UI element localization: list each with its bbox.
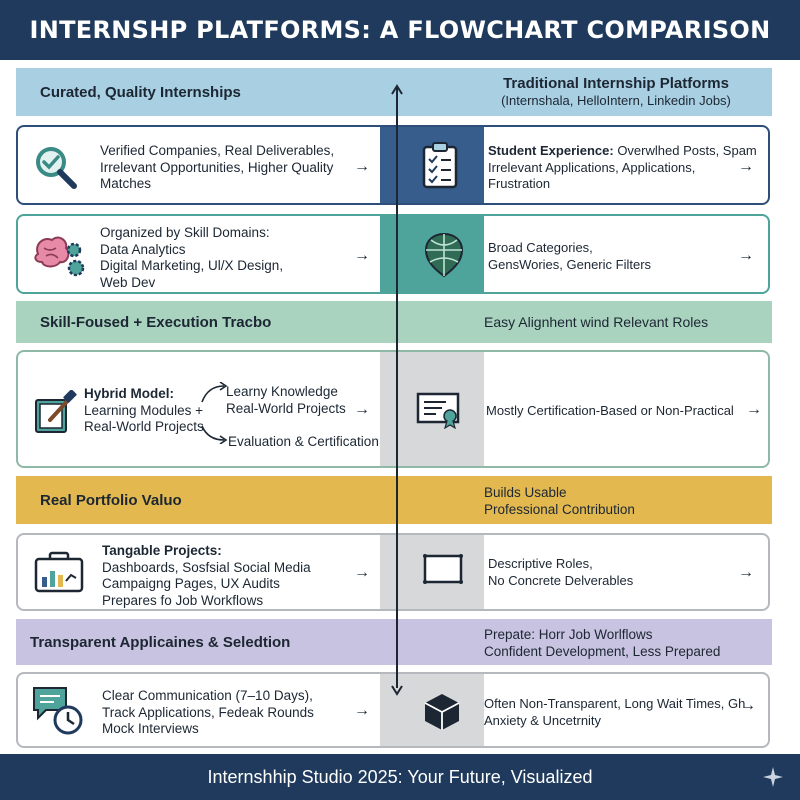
text-line: Real-World Projects <box>84 419 204 434</box>
text-line: Campaigng Pages, UX Audits <box>102 576 280 591</box>
text-line: Organized by Skill Domains: <box>100 225 270 240</box>
brain-gears-icon <box>30 232 88 280</box>
center-connector-line <box>396 88 398 688</box>
arrow-icon: → <box>746 401 762 418</box>
card-broad-categories-text <box>488 240 651 273</box>
sparkle-icon <box>762 766 784 788</box>
band-portfolio-label: Real Portfolio Valuo <box>40 491 182 509</box>
band-prepare-workflows <box>484 626 774 660</box>
band-builds-usable <box>484 484 774 518</box>
band-portfolio <box>16 476 772 524</box>
text-line: Data Analytics <box>100 241 186 257</box>
card-certification-text: Mostly Certification-Based or Non-Practical <box>486 403 734 418</box>
branch-top-text <box>226 384 346 417</box>
text-line: Irrelevant Applications, Applications, <box>488 159 696 175</box>
arrow-icon: → <box>354 158 370 175</box>
arrow-icon: → <box>738 158 754 175</box>
band-easy-alignment-label: Easy Alignhent wind Relevant Roles <box>484 313 709 330</box>
hybrid-title: Hybrid Model: <box>84 386 174 401</box>
text-line: Broad Categories, <box>488 240 593 255</box>
text-line: Overwlhed Posts, Spam <box>613 143 757 158</box>
cube-box-icon <box>422 692 462 732</box>
text-line: Irrelevant Opportunities, Higher Quality <box>100 159 334 175</box>
text-line: Verified Companies, Real Deliverables, <box>100 143 335 158</box>
arrow-icon: → <box>738 564 754 581</box>
text-line: Descriptive Roles, <box>488 556 593 571</box>
arrowhead-down-icon <box>390 684 404 696</box>
text-line: Real-World Projects <box>226 400 346 416</box>
text-line: Prepares fo Job Workflows <box>102 592 264 608</box>
text-line: Builds Usable <box>484 485 567 500</box>
tangible-title: Tangable Projects: <box>102 543 222 558</box>
footer-banner <box>0 754 800 800</box>
card-descriptive-roles-text <box>488 556 633 589</box>
text-line: Confident Development, Less Prepared <box>484 644 721 659</box>
book-hammer-icon <box>32 390 78 436</box>
text-line: Prepate: Horr Job Worlflows <box>484 627 653 642</box>
arrowhead-up-icon <box>390 84 404 96</box>
text-line: Learny Knowledge <box>226 384 338 399</box>
text-line: Mock Interviews <box>102 721 199 736</box>
certificate-icon <box>416 390 462 430</box>
blank-frame-icon <box>422 553 464 585</box>
branch-bottom-text: Evaluation & Certification <box>228 434 379 449</box>
card-hybrid-model <box>16 350 770 468</box>
band-skill-focused <box>16 301 772 343</box>
card-hybrid-left-text <box>84 386 204 436</box>
band-transparent-label: Transparent Applicaines & Seledtion <box>30 633 291 651</box>
card-tangible-projects <box>16 533 770 611</box>
text-line: Clear Communication (7–10 Days), <box>102 688 313 703</box>
text-line: Matches <box>100 176 152 191</box>
band-skill-focused-label: Skill-Foused + Execution Tracbo <box>40 313 272 331</box>
card-tangible-text <box>102 543 311 609</box>
text-line: Often Non-Transparent, Long Wait Times, Gh <box>484 696 746 711</box>
card-verified <box>16 125 770 205</box>
text-line: Anxiety & Uncetrnity <box>484 712 602 728</box>
arrow-icon: → <box>354 702 370 719</box>
footer-text: Internshhip Studio 2025: Your Future, Visualized <box>207 766 593 787</box>
arrow-icon: → <box>354 247 370 264</box>
briefcase-chart-icon <box>34 551 84 595</box>
card-student-experience-text <box>488 143 757 193</box>
card-non-transparent-text <box>484 696 745 729</box>
text-line: GensWories, Generic Filters <box>488 256 652 272</box>
text-line: Professional Contribution <box>484 502 635 517</box>
text-line: Frustration <box>488 176 551 191</box>
band-curated-label: Curated, Quality Internships <box>40 83 241 101</box>
text-line: Web Dev <box>100 274 156 290</box>
band-transparent <box>16 619 772 665</box>
arrow-icon: → <box>354 401 370 418</box>
chat-clock-icon <box>32 684 84 736</box>
page-title: INTERNSHP PLATFORMS: A FLOWCHART COMPARISON <box>29 16 771 44</box>
card-communication-text <box>102 688 314 738</box>
text-line: No Concrete Delverables <box>488 572 634 588</box>
card-skill-domains-text <box>100 225 283 291</box>
text-line: Learning Modules + <box>84 402 203 418</box>
band-traditional-title: Traditional Internship Platforms <box>503 75 729 92</box>
text-bold: Student Experience: <box>488 143 614 158</box>
magnifier-check-icon <box>32 143 80 191</box>
text-line: Dashboards, Sosfsial Social Media <box>102 559 311 575</box>
text-line: Digital Marketing, Ul/X Design, <box>100 258 284 273</box>
band-traditional-sub: (Internshala, HelloIntern, Linkedin Jobs) <box>501 93 731 108</box>
globe-shield-icon <box>422 232 466 280</box>
clipboard-checklist-icon <box>420 141 460 189</box>
card-skill-domains <box>16 214 770 294</box>
title-banner <box>0 0 800 60</box>
text-line: Track Applications, Fedeak Rounds <box>102 704 314 720</box>
card-verified-text <box>100 143 334 193</box>
band-traditional <box>466 75 766 109</box>
arrow-icon: → <box>740 697 756 714</box>
arrow-icon: → <box>354 564 370 581</box>
arrow-icon: → <box>738 247 754 264</box>
